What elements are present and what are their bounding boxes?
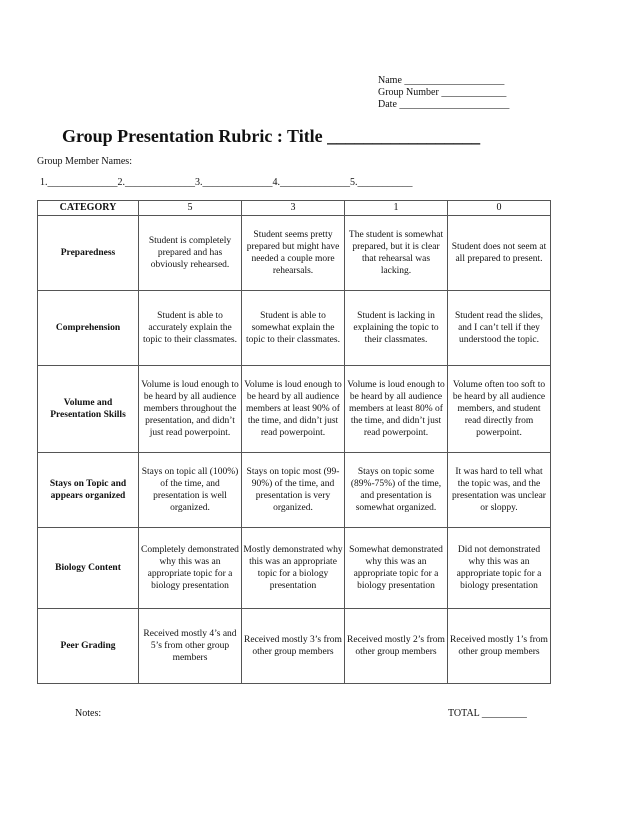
rubric-cell: Received mostly 3’s from other group members	[242, 609, 345, 684]
rubric-cell: Stays on topic some (89%-75%) of the time, and presentation is somewhat organized.	[345, 453, 448, 528]
rubric-header-row	[38, 201, 551, 216]
header-score-3: 3	[242, 201, 345, 216]
row-category: Comprehension	[38, 291, 139, 366]
rubric-cell: Volume often too soft to be heard by all audience members, and student read directly from powerpoint.	[448, 366, 551, 453]
table-row	[38, 609, 551, 684]
row-category: Volume and Presentation Skills	[38, 366, 139, 453]
name-field: Name ____________________	[378, 75, 505, 86]
table-row	[38, 291, 551, 366]
header-fields	[378, 75, 509, 111]
rubric-table	[37, 200, 551, 684]
rubric-cell: Volume is loud enough to be heard by all audience members at least 90% of the time, and didn’t just read powerpoint.	[242, 366, 345, 453]
rubric-cell: Student is able to somewhat explain the topic to their classmates.	[242, 291, 345, 366]
rubric-cell: Received mostly 2’s from other group members	[345, 609, 448, 684]
table-row	[38, 216, 551, 291]
rubric-cell: Volume is loud enough to be heard by all audience members at least 80% of the time, and didn’t just read powerpoint.	[345, 366, 448, 453]
rubric-cell: Completely demonstrated why this was an appropriate topic for a biology presentation	[139, 528, 242, 609]
rubric-cell: Student is completely prepared and has obviously rehearsed.	[139, 216, 242, 291]
header-category: CATEGORY	[38, 201, 139, 216]
header-score-1: 1	[345, 201, 448, 216]
row-category: Stays on Topic and appears organized	[38, 453, 139, 528]
rubric-cell: It was hard to tell what the topic was, and the presentation was unclear or sloppy.	[448, 453, 551, 528]
rubric-cell: Volume is loud enough to be heard by all audience members throughout the presentation, and didn’t just read powerpoint.	[139, 366, 242, 453]
rubric-cell: Student is able to accurately explain the topic to their classmates.	[139, 291, 242, 366]
rubric-cell: Student read the slides, and I can’t tell if they understood the topic.	[448, 291, 551, 366]
rubric-cell: Did not demonstrated why this was an appropriate topic for a biology presentation	[448, 528, 551, 609]
table-row	[38, 453, 551, 528]
group-number-field: Group Number _____________	[378, 87, 507, 98]
total-field: TOTAL _________	[448, 708, 527, 719]
rubric-cell: Student does not seem at all prepared to present.	[448, 216, 551, 291]
rubric-cell: Stays on topic most (99-90%) of the time, and presentation is very organized.	[242, 453, 345, 528]
notes-label: Notes:	[75, 708, 102, 719]
group-members-label: Group Member Names:	[37, 156, 132, 167]
rubric-cell: Somewhat demonstrated why this was an appropriate topic for a biology presentation	[345, 528, 448, 609]
rubric-cell: Received mostly 1’s from other group members	[448, 609, 551, 684]
rubric-cell: Stays on topic all (100%) of the time, and presentation is well organized.	[139, 453, 242, 528]
table-row	[38, 366, 551, 453]
rubric-cell: Student is lacking in explaining the topic to their classmates.	[345, 291, 448, 366]
row-category: Preparedness	[38, 216, 139, 291]
header-score-5: 5	[139, 201, 242, 216]
rubric-cell: The student is somewhat prepared, but it is clear that rehearsal was lacking.	[345, 216, 448, 291]
group-member-name-lines: 1.______________2.______________3.______________4.______________5.___________	[40, 177, 413, 188]
row-category: Peer Grading	[38, 609, 139, 684]
rubric-cell: Student seems pretty prepared but might have needed a couple more rehearsals.	[242, 216, 345, 291]
rubric-cell: Mostly demonstrated why this was an appropriate topic for a biology presentation	[242, 528, 345, 609]
row-category: Biology Content	[38, 528, 139, 609]
table-row	[38, 528, 551, 609]
header-score-0: 0	[448, 201, 551, 216]
date-field: Date ______________________	[378, 99, 510, 110]
page-title: Group Presentation Rubric : Title _________________	[62, 126, 481, 146]
rubric-cell: Received mostly 4’s and 5’s from other group members	[139, 609, 242, 684]
